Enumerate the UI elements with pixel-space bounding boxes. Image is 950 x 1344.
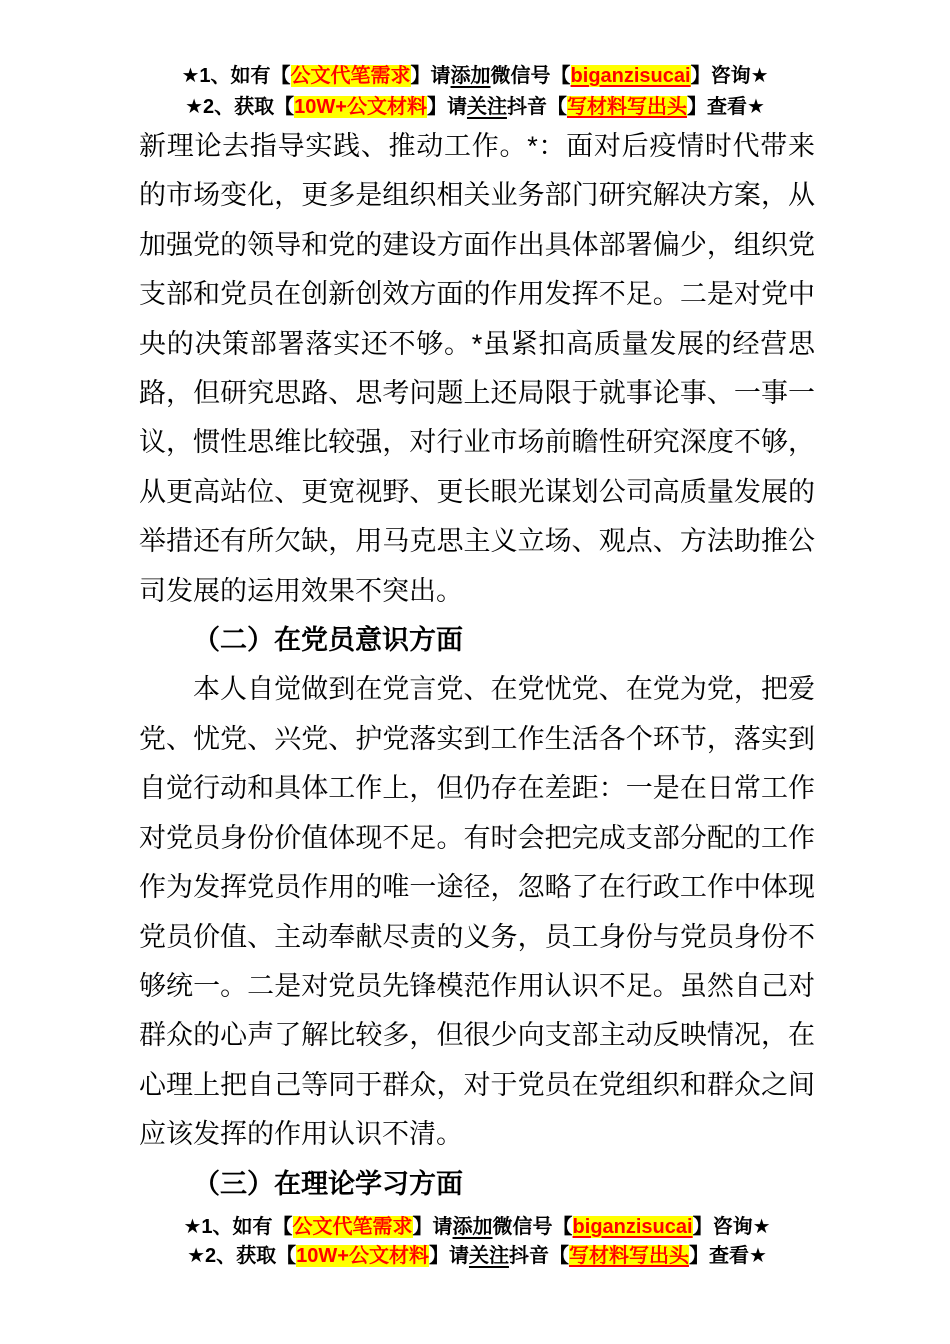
section2-paragraph: 本人自觉做到在党言党、在党忧党、在党为党，把爱党、忧党、兴党、护党落实到工作生活各个环节，落实到自觉行动和具体工作上，但仍存在差距：一是在日常工作对党员身份价值体现不足。有时会把完成支部分配的工作作为发挥党员作用的唯一途径，忽略了在行政工作中体现党员价值、主动奉献尽责的义务，员工身份与党员身份不够统一。二是对党员先锋模范作用认识不足。虽然自己对群众的心声了解比较多，但很少向支部主动反映情况，在心理上把自己等同于群众，对于党员在党组织和群众之间应该发挥的作用认识不清。 bbox=[139, 674, 815, 1150]
section-heading-2: （二）在党员意识方面 bbox=[193, 625, 463, 656]
continuation-paragraph: 新理论去指导实践、推动工作。*：面对后疫情时代带来的市场变化，更多是组织相关业务部门研究解决方案，从加强党的领导和党的建设方面作出具体部署偏少，组织党支部和党员在创新创效方面的作用发挥不足。二是对党中央的决策部署落实还不够。*虽紧扣高质量发展的经营思路，但研究思路、思考问题上还局限于就事论事、一事一议，惯性思维比较强，对行业市场前瞻性研究深度不够，从更高站位、更宽视野、更长眼光谋划公司高质量发展的举措还有所欠缺，用马克思主义立场、观点、方法助推公司发展的运用效果不突出。 bbox=[139, 131, 815, 606]
promo-segment: 】查看★ bbox=[686, 96, 765, 118]
promo-segment: 添加 bbox=[452, 1215, 493, 1238]
section-heading-3: （三）在理论学习方面 bbox=[193, 1168, 463, 1199]
promo-segment: ★1、如有【 bbox=[183, 1215, 293, 1238]
promo-segment: 】查看★ bbox=[688, 1244, 767, 1267]
promo-segment: 】请 bbox=[428, 1244, 469, 1267]
promo-header-line-1 bbox=[0, 61, 950, 92]
promo-segment: ★2、获取【 bbox=[185, 96, 295, 118]
promo-header bbox=[0, 61, 950, 123]
promo-segment: 10W+公文材料 bbox=[294, 96, 427, 118]
promo-segment: 微信号【 bbox=[492, 1215, 573, 1238]
promo-segment: 微信号【 bbox=[490, 65, 571, 87]
promo-footer-line-1 bbox=[139, 1213, 815, 1242]
promo-segment: 抖音【 bbox=[508, 1244, 569, 1267]
promo-segment: 10W+公文材料 bbox=[296, 1244, 429, 1267]
promo-segment: 写材料写出头 bbox=[566, 96, 687, 118]
promo-segment: 公文代笔需求 bbox=[290, 65, 411, 87]
promo-segment: ★1、如有【 bbox=[181, 65, 291, 87]
promo-segment: 写材料写出头 bbox=[568, 1244, 689, 1267]
promo-segment: biganzisucai bbox=[572, 1215, 693, 1238]
promo-segment: 公文代笔需求 bbox=[292, 1215, 413, 1238]
promo-segment: 添加 bbox=[450, 65, 491, 87]
promo-segment: 关注 bbox=[468, 1244, 509, 1267]
promo-segment: biganzisucai bbox=[570, 65, 691, 87]
promo-segment: 】请 bbox=[410, 65, 451, 87]
promo-header-line-2 bbox=[0, 92, 950, 123]
promo-segment: ★2、获取【 bbox=[187, 1244, 297, 1267]
promo-segment: 关注 bbox=[466, 96, 507, 118]
promo-segment: 】咨询★ bbox=[690, 65, 769, 87]
promo-segment: 】咨询★ bbox=[692, 1215, 771, 1238]
promo-footer bbox=[139, 1213, 815, 1271]
promo-segment: 抖音【 bbox=[506, 96, 567, 118]
promo-segment: 】请 bbox=[426, 96, 467, 118]
promo-footer-line-2 bbox=[139, 1242, 815, 1271]
promo-segment: 】请 bbox=[412, 1215, 453, 1238]
document-body bbox=[139, 122, 815, 1271]
